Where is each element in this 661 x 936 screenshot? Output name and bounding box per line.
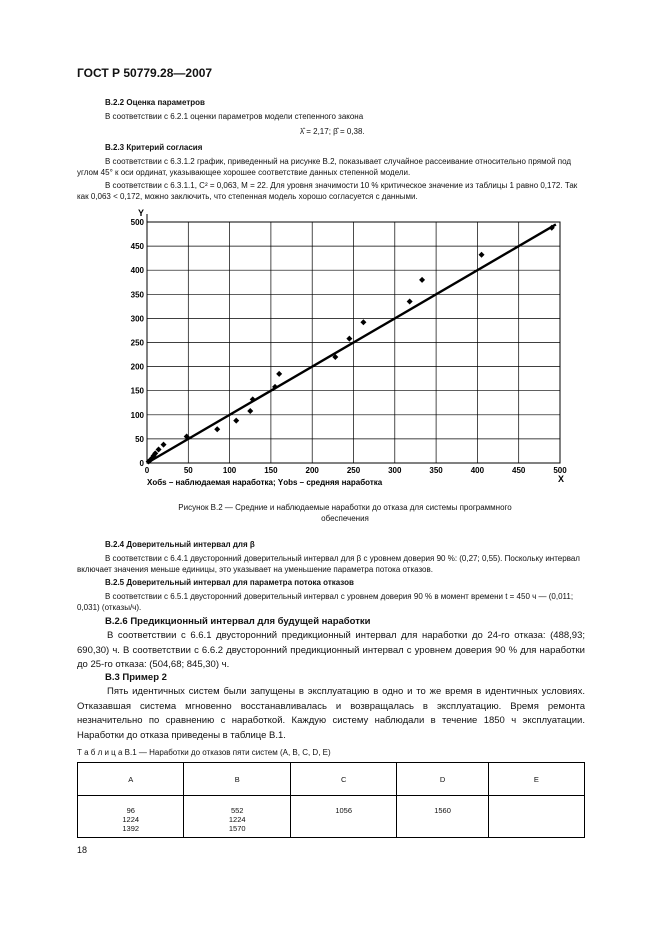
chart-fit-line	[147, 224, 556, 463]
data-point	[276, 371, 282, 377]
x-tick-label: 500	[553, 466, 567, 475]
y-tick-label: 250	[130, 338, 144, 348]
section-text-b23-p2: В соответствии с 6.3.1.1, C² = 0,063, M = 22. Для уровня значимости 10 % критическое значение из таблицы 1 равно 0,172. Так как 0,063 < 0,172, можно заключить, что степенная модель хорошо согласуется с данными.	[77, 181, 578, 201]
table-header-c: C	[290, 763, 396, 796]
data-point	[214, 426, 220, 432]
table-cell-e	[488, 796, 584, 838]
table-header-row	[78, 763, 585, 796]
document-code: ГОСТ Р 50779.28—2007	[77, 66, 213, 80]
x-tick-label: 0	[144, 466, 150, 475]
x-tick-label: 50	[183, 466, 193, 475]
formula-estimates: λ̂ = 2,17; β̂ = 0,38.	[300, 127, 365, 136]
table-title: Т а б л и ц а В.1 — Наработки до отказов пяти систем (A, B, C, D, E)	[77, 748, 331, 757]
y-tick-label: 0	[139, 459, 144, 468]
cell-value: 1224	[122, 815, 140, 824]
table-cell-b	[184, 796, 290, 838]
y-tick-label: 450	[130, 242, 144, 252]
figure-caption-line2: обеспечения	[321, 514, 369, 523]
y-tick-label: 300	[130, 314, 144, 324]
table-cell-a	[78, 796, 184, 838]
section-heading-b26: В.2.6 Предикционный интервал для будущей наработки	[105, 616, 371, 627]
data-point	[233, 418, 239, 424]
section-text-b25: В соответствии с 6.5.1 двусторонний доверительный интервал с уровнем доверия 90 % в момент времени t = 450 ч — (0,011; 0,031) (отказы/ч).	[77, 592, 574, 612]
y-tick-label: 150	[130, 386, 144, 396]
x-tick-label: 100	[222, 466, 237, 475]
section-heading-b3: В.3 Пример 2	[105, 672, 167, 683]
section-text-b24: В соответствии с 6.4.1 двусторонний доверительный интервал для β с уровнем доверия 90 %: (0,27; 0,55). Поскольку интервал включает значения меньше единицы, это указывает на уменьшение параметра потока отказов.	[77, 554, 580, 574]
y-tick-label: 200	[130, 362, 144, 372]
x-tick-label: 450	[512, 466, 526, 475]
y-tick-label: 400	[130, 266, 144, 276]
x-tick-label: 400	[470, 466, 485, 475]
table-header-a: A	[78, 763, 184, 796]
table-header-b: B	[184, 763, 290, 796]
table-row	[78, 796, 585, 838]
axis-caption: Xобs – наблюдаемая наработка; Yоbs – средняя наработка	[147, 478, 383, 487]
section-heading-b22: В.2.2 Оценка параметров	[105, 98, 205, 107]
cell-value: 1224	[228, 815, 246, 824]
y-tick-label: 500	[130, 218, 144, 227]
data-point	[407, 299, 413, 305]
table-cell-c	[290, 796, 396, 838]
page-number: 18	[77, 845, 88, 855]
figure-caption-line1: Рисунок В.2 — Средние и наблюдаемые наработки до отказа для системы программного	[178, 503, 512, 512]
cell-value: 1392	[122, 824, 140, 833]
x-axis-letter: X	[558, 474, 565, 484]
section-heading-b23: В.2.3 Критерий согласия	[105, 143, 203, 152]
data-point	[346, 336, 352, 342]
data-point	[247, 408, 253, 414]
y-tick-label: 50	[135, 434, 144, 444]
section-text-b23-p1: В соответствии с 6.3.1.2 график, приведенный на рисунке В.2, показывает случайное рассеивание относительно прямой под углом 45° к оси ординат, указывающее хорошее соответствие данных степенной модели.	[77, 157, 572, 177]
section-text-b22: В соответствии с 6.2.1 оценки параметров модели степенного закона	[105, 112, 364, 121]
table-header-e: E	[488, 763, 584, 796]
table-header-d: D	[397, 763, 488, 796]
cell-value: 1570	[228, 824, 246, 833]
section-heading-b24: В.2.4 Доверительный интервал для β	[105, 540, 255, 549]
regression-line	[147, 224, 556, 463]
x-tick-label: 350	[429, 466, 443, 475]
y-tick-label: 350	[130, 290, 144, 300]
x-tick-label: 250	[346, 466, 361, 475]
x-tick-label: 200	[305, 466, 319, 475]
failure-times-table	[77, 762, 585, 838]
data-point	[161, 442, 167, 448]
y-axis-letter: Y	[138, 208, 145, 218]
section-text-b3: Пять идентичных систем были запущены в эксплуатацию в одно и то же время в идентичных условиях. Отказавшая система мгновенно восстанавливалась и возвращалась в эксплуатацию. Время ремонта незначительно по сравнению с наработкой. Каждую систему наблюдали в течение 1850 ч эксплуатации. Наработки до отказа приведены в таблице В.1.	[77, 686, 585, 741]
data-point	[419, 277, 425, 283]
cell-value: 96	[126, 806, 135, 815]
section-heading-b25: В.2.5 Доверительный интервал для параметра потока отказов	[105, 578, 354, 587]
x-tick-label: 300	[388, 466, 402, 475]
cell-value: 1560	[434, 806, 451, 815]
data-point	[360, 319, 366, 325]
y-tick-label: 100	[130, 410, 144, 420]
data-point	[479, 252, 485, 258]
cell-value: 1056	[335, 806, 353, 815]
cell-value: 552	[230, 806, 244, 815]
x-tick-label: 150	[264, 466, 278, 475]
table-cell-d	[397, 796, 488, 838]
figure-caption	[110, 502, 580, 524]
section-text-b26: В соответствии с 6.6.1 двусторонний предикционный интервал для наработки до 24-го отказа: (488,93; 690,30) ч. В соответствии с 6.6.2 двусторонний предикционный интервал с уровнем доверия 90 % для наработки до 25-го отказа: (504,68; 845,30) ч.	[77, 630, 585, 670]
